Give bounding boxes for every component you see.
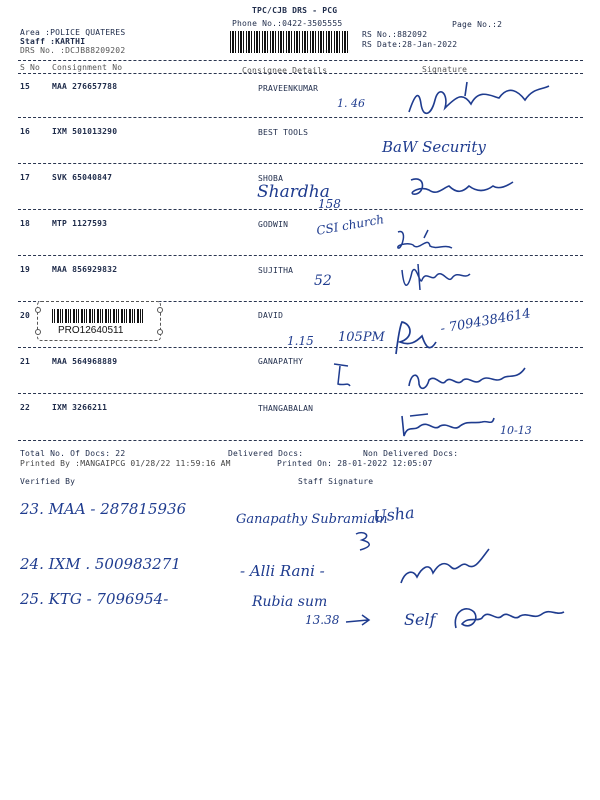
row-sno: 20 bbox=[20, 311, 31, 320]
row-sno: 16 bbox=[20, 127, 31, 136]
handwritten-name: Shardha bbox=[257, 182, 330, 202]
handwritten-number: 158 bbox=[318, 197, 341, 211]
staff-label: Staff :KARTHI bbox=[20, 37, 86, 46]
col-consignee-details: Consignee Details bbox=[242, 66, 328, 75]
rs-date: RS Date:28-Jan-2022 bbox=[362, 40, 458, 49]
signature-row-21 bbox=[405, 362, 530, 400]
handwritten-time: 10-13 bbox=[500, 424, 532, 437]
row-consignee: DAVID bbox=[258, 311, 284, 320]
handwritten-time: 105PM bbox=[338, 330, 385, 345]
row-divider bbox=[18, 255, 583, 256]
col-signature: Signature bbox=[422, 65, 468, 74]
signature-line-24 bbox=[395, 543, 497, 593]
row-consignee: GODWIN bbox=[258, 220, 289, 229]
row-consignee: BEST TOOLS bbox=[258, 128, 309, 137]
row-consignee: SUJITHA bbox=[258, 266, 294, 275]
document-title: TPC/CJB DRS - PCG bbox=[252, 6, 338, 15]
handwritten-time: 1. 46 bbox=[337, 97, 365, 110]
verified-by: Verified By bbox=[20, 477, 76, 486]
total-docs: Total No. Of Docs: 22 bbox=[20, 449, 126, 458]
handwritten-time: 1.15 bbox=[287, 334, 314, 348]
handwritten-phone: - 7094384614 bbox=[439, 306, 532, 337]
header-divider bbox=[18, 60, 583, 61]
handwritten-receiver: Rubia sum bbox=[252, 594, 328, 610]
row-consignee: THANGABALAN bbox=[258, 404, 314, 413]
row-consignment: IXM 501013290 bbox=[52, 127, 118, 136]
signature-row-20 bbox=[390, 318, 442, 364]
handwritten-line-24: 24. IXM . 500983271 bbox=[20, 555, 181, 573]
handwritten-receiver: - Alli Rani - bbox=[240, 562, 325, 580]
row-consignment: MAA 856929832 bbox=[52, 265, 118, 274]
handwritten-self: Self bbox=[404, 610, 436, 629]
signature-line-25 bbox=[448, 598, 568, 642]
row-divider bbox=[18, 440, 583, 441]
printed-by: Printed By :MANGAIPCG 01/28/22 11:59:16 AM bbox=[20, 459, 231, 468]
staff-signature-label: Staff Signature bbox=[298, 477, 374, 486]
row-consignment: MTP 1127593 bbox=[52, 219, 108, 228]
row-sno: 17 bbox=[20, 173, 31, 182]
row-consignment: IXM 3266211 bbox=[52, 403, 108, 412]
row-consignee: GANAPATHY bbox=[258, 357, 304, 366]
arrow bbox=[344, 612, 374, 632]
row-divider bbox=[18, 209, 583, 210]
drs-number: DRS No. :DCJB88209202 bbox=[20, 46, 126, 55]
pro-barcode-sticker bbox=[37, 301, 161, 341]
handwritten-note: BaW Security bbox=[382, 138, 486, 156]
signature-row-21-initials bbox=[330, 360, 354, 394]
handwritten-receiver: Ganapathy Subramiam bbox=[236, 512, 388, 527]
sticker-barcode bbox=[52, 309, 144, 323]
row-consignment: MAA 564968889 bbox=[52, 357, 118, 366]
col-consignment: Consignment No bbox=[52, 63, 123, 72]
row-sno: 22 bbox=[20, 403, 31, 412]
scribble bbox=[352, 528, 378, 556]
phone-number: Phone No.:0422-3505555 bbox=[232, 19, 343, 28]
signature-row-17 bbox=[407, 172, 517, 206]
handwritten-line-25: 25. KTG - 7096954- bbox=[20, 590, 169, 608]
sticker-label: PRO12640511 bbox=[58, 325, 124, 336]
row-consignee: SHOBA bbox=[258, 174, 284, 183]
handwritten-note: CSI church bbox=[315, 212, 386, 238]
signature-row-15 bbox=[405, 74, 553, 128]
row-sno: 15 bbox=[20, 82, 31, 91]
delivered-docs: Delivered Docs: bbox=[228, 449, 304, 458]
row-divider bbox=[18, 163, 583, 164]
printed-on: Printed On: 28-01-2022 12:05:07 bbox=[277, 459, 433, 468]
row-consignment: MAA 276657788 bbox=[52, 82, 118, 91]
row-consignee: PRAVEENKUMAR bbox=[258, 84, 319, 93]
row-sno: 19 bbox=[20, 265, 31, 274]
signature-row-18 bbox=[394, 226, 464, 260]
row-sno: 21 bbox=[20, 357, 31, 366]
rs-number: RS No.:882092 bbox=[362, 30, 428, 39]
handwritten-time: 13.38 bbox=[305, 613, 340, 627]
non-delivered-docs: Non Delivered Docs: bbox=[363, 449, 459, 458]
handwritten-number: 52 bbox=[314, 273, 332, 289]
row-consignment: SVK 65040847 bbox=[52, 173, 113, 182]
signature-row-22 bbox=[398, 412, 498, 444]
area-label: Area :POLICE QUATERES bbox=[20, 28, 126, 37]
row-sno: 18 bbox=[20, 219, 31, 228]
page-number: Page No.:2 bbox=[452, 20, 503, 29]
header-barcode bbox=[230, 31, 350, 53]
signature-row-19 bbox=[398, 260, 476, 298]
handwritten-line-23: 23. MAA - 287815936 bbox=[20, 500, 187, 518]
col-sno: S No bbox=[20, 63, 41, 72]
handwritten-signature: Usha bbox=[372, 502, 416, 527]
